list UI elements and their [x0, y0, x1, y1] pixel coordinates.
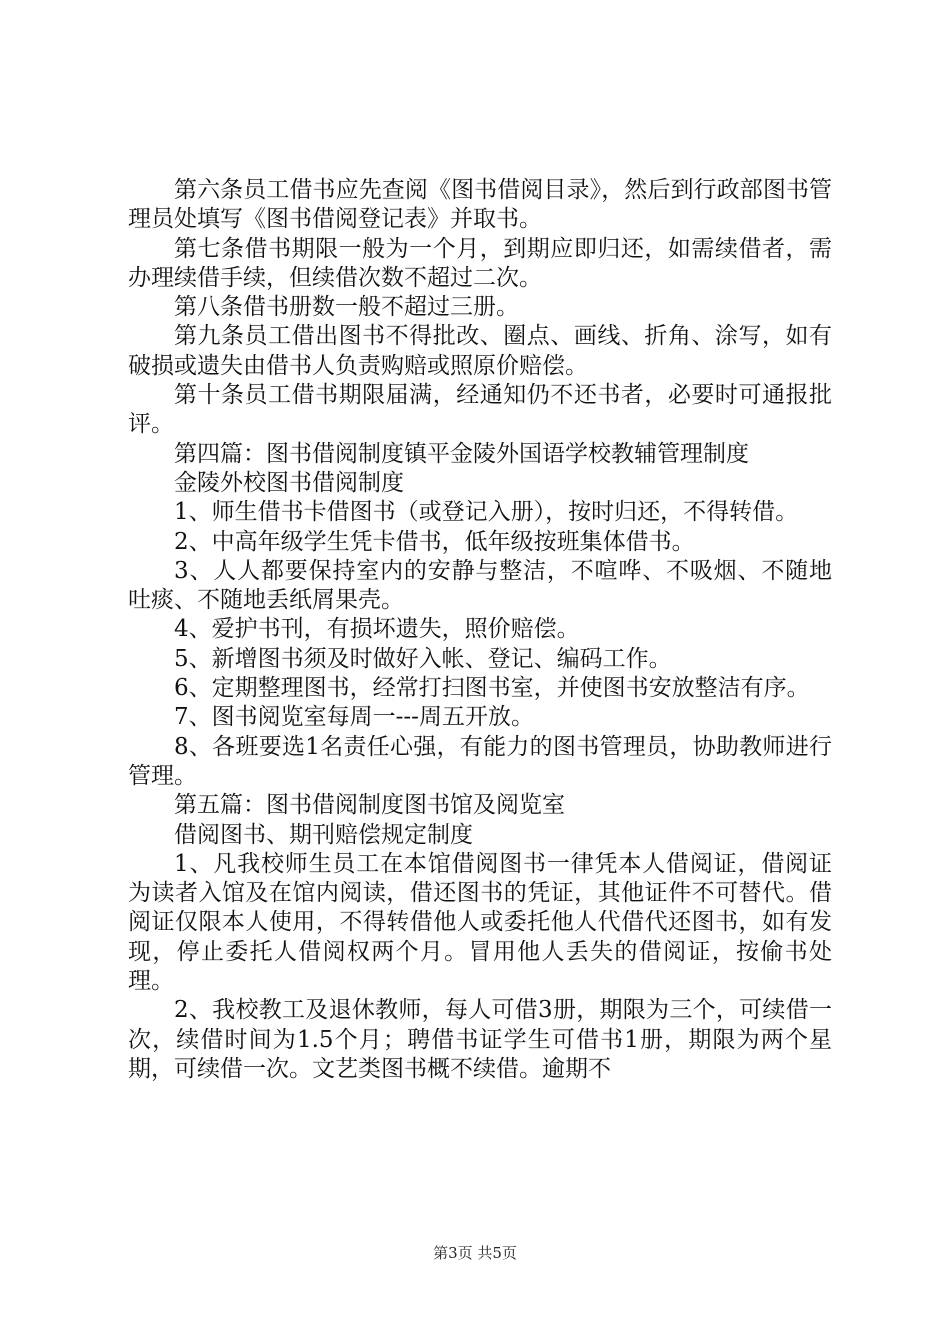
- paragraph-article-10: 第十条员工借书期限届满，经通知仍不还书者，必要时可通报批评。: [128, 382, 832, 438]
- paragraph-article-6: 第六条员工借书应先查阅《图书借阅目录》，然后到行政部图书管理员处填写《图书借阅登记表》并取书。: [128, 177, 832, 233]
- section-heading-part-5: 第五篇：图书借阅制度图书馆及阅览室: [174, 792, 565, 819]
- list-item-4: 4、爱护书刊，有损坏遗失，照价赔偿。: [174, 616, 580, 643]
- section-subheading-jinling: 金陵外校图书借阅制度: [174, 469, 404, 496]
- page-number-label: 第3页 共5页: [433, 1244, 517, 1262]
- section-subheading-compensation: 借阅图书、期刊赔偿规定制度: [174, 821, 473, 848]
- page-footer: [0, 1243, 950, 1263]
- list-item-1: 1、师生借书卡借图书（或登记入册），按时归还，不得转借。: [174, 499, 799, 526]
- rule-item-2: 2、我校教工及退休教师，每人可借3册，期限为三个，可续借一次，续借时间为1.5个月；聘借书证学生可借书1册，期限为两个星期，可续借一次。文艺类图书概不续借。逾期不: [128, 997, 832, 1082]
- paragraph-article-8: 第八条借书册数一般不超过三册。: [174, 294, 519, 321]
- list-item-7: 7、图书阅览室每周一---周五开放。: [174, 704, 534, 731]
- paragraph-article-9: 第九条员工借出图书不得批改、圈点、画线、折角、涂写，如有破损或遗失由借书人负责购赔或照原价赔偿。: [128, 323, 832, 379]
- paragraph-article-7: 第七条借书期限一般为一个月，到期应即归还，如需续借者，需办理续借手续，但续借次数不超过二次。: [128, 235, 832, 291]
- section-heading-part-4: 第四篇：图书借阅制度镇平金陵外国语学校教辅管理制度: [174, 440, 749, 467]
- document-body: [128, 176, 832, 1084]
- list-item-8: 8、各班要选1名责任心强，有能力的图书管理员，协助教师进行管理。: [128, 733, 832, 789]
- list-item-5: 5、新增图书须及时做好入帐、登记、编码工作。: [174, 645, 672, 672]
- rule-item-1: 1、凡我校师生员工在本馆借阅图书一律凭本人借阅证，借阅证为读者入馆及在馆内阅读，借还图书的凭证，其他证件不可替代。借阅证仅限本人使用，不得转借他人或委托他人代借代还图书，如有发现，停止委托人借阅权两个月。冒用他人丢失的借阅证，按偷书处理。: [128, 850, 832, 995]
- list-item-3: 3、人人都要保持室内的安静与整洁，不喧哗、不吸烟、不随地吐痰、不随地丢纸屑果壳。: [128, 557, 832, 614]
- list-item-6: 6、定期整理图书，经常打扫图书室，并使图书安放整洁有序。: [174, 675, 810, 702]
- list-item-2: 2、中高年级学生凭卡借书，低年级按班集体借书。: [174, 528, 695, 555]
